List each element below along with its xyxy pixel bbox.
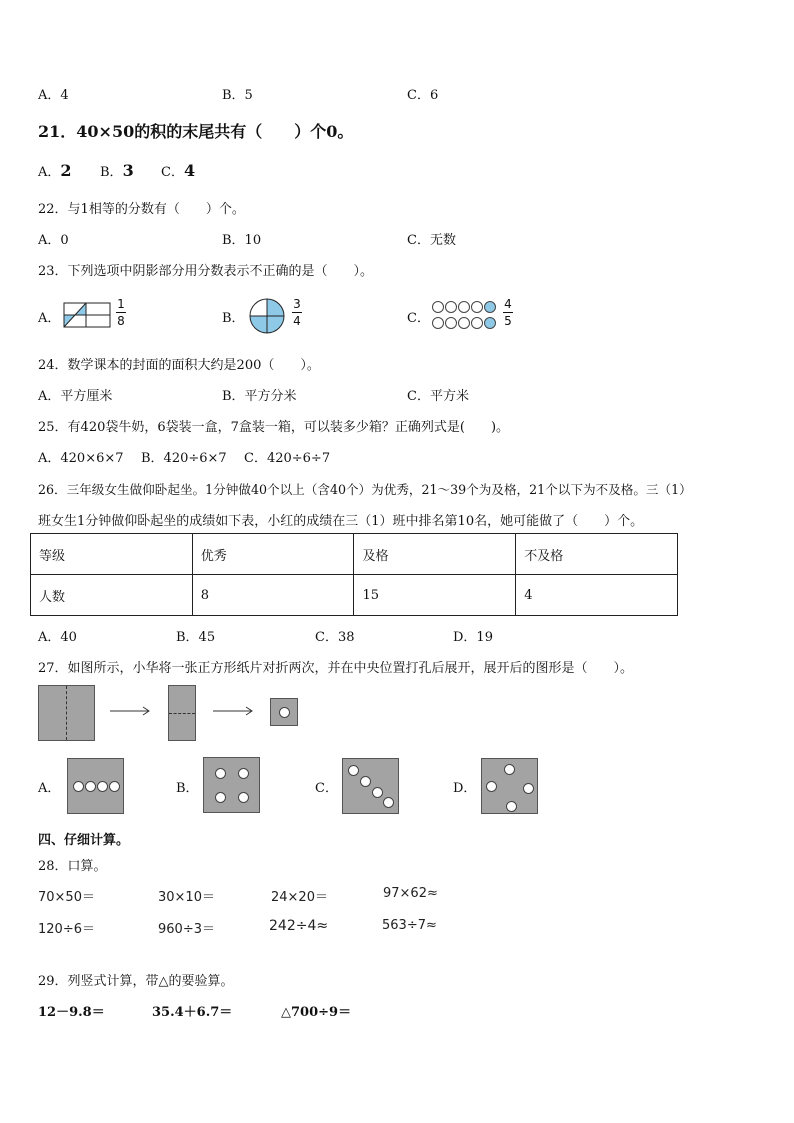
q22-stem: 22．与1相等的分数有（ ）个。 bbox=[38, 202, 245, 217]
q28-stem: 28．口算。 bbox=[38, 859, 107, 874]
vertical-calc-item: 35.4＋6.7＝ bbox=[152, 1005, 233, 1020]
hole bbox=[372, 787, 383, 798]
hole bbox=[73, 781, 84, 792]
q21-b-value: 3 bbox=[122, 161, 134, 180]
q27-option-c-label: C． bbox=[315, 781, 338, 796]
folded-twice-punched-figure bbox=[270, 698, 298, 726]
q21-option-a bbox=[38, 161, 72, 180]
q22-option-a: A．0 bbox=[38, 233, 69, 248]
hole bbox=[523, 783, 534, 794]
hole bbox=[238, 768, 249, 779]
q26-stem-line1: 26．三年级女生做仰卧起坐。1分钟做40个以上（含40个）为优秀，21～39个为及格，21个以下为不及格。三（1） bbox=[38, 482, 692, 497]
q23-option-b-label: B． bbox=[222, 311, 245, 326]
mental-math-item: 97×62≈ bbox=[383, 886, 438, 901]
q23-stem: 23．下列选项中阴影部分用分数表示不正确的是（ ）。 bbox=[38, 264, 374, 279]
vertical-calc-item: △700÷9＝ bbox=[281, 1005, 352, 1020]
q25-stem: 25．有420袋牛奶，6袋装一盒，7盒装一箱，可以装多少箱？正确列式是( )。 bbox=[38, 420, 510, 435]
q26-stem-line2: 班女生1分钟做仰卧起坐的成绩如下表，小红的成绩在三（1）班中排名第10名，她可能做了（ ）个。 bbox=[38, 514, 644, 529]
q23-option-c-dots-figure bbox=[431, 299, 499, 331]
hole bbox=[238, 792, 249, 803]
q21-option-c bbox=[161, 161, 195, 180]
q23-option-a-rect-figure bbox=[63, 302, 111, 328]
mental-math-item: 30×10＝ bbox=[158, 890, 215, 905]
hole bbox=[348, 765, 359, 776]
mental-math-item: 242÷4≈ bbox=[269, 918, 329, 934]
q22-option-b: B．10 bbox=[222, 233, 262, 248]
q21-option-b bbox=[100, 161, 134, 180]
q21-c-value: 4 bbox=[183, 161, 196, 180]
q20-option-c: C．6 bbox=[407, 88, 439, 103]
hole bbox=[506, 801, 517, 812]
fraction-denominator: 5 bbox=[504, 314, 512, 328]
fraction-numerator: 1 bbox=[117, 297, 125, 311]
arrow-icon bbox=[110, 706, 152, 716]
hole bbox=[215, 792, 226, 803]
q27-stem: 27．如图所示，小华将一张正方形纸片对折两次，并在中央位置打孔后展开，展开后的图形是（ ）。 bbox=[38, 661, 634, 676]
q27-option-b-label: B． bbox=[176, 781, 199, 796]
table-row bbox=[31, 575, 678, 616]
vertical-calc-item: 12－9.8＝ bbox=[38, 1005, 105, 1020]
table-cell: 不及格 bbox=[516, 534, 678, 575]
hole bbox=[504, 764, 515, 775]
mental-math-item: 70×50＝ bbox=[38, 890, 95, 905]
q21-a-label: A． bbox=[38, 165, 61, 180]
q22-option-c: C．无数 bbox=[407, 233, 456, 248]
q27-option-a-figure bbox=[67, 758, 124, 814]
table-cell: 4 bbox=[516, 575, 678, 616]
arrow-icon bbox=[213, 706, 255, 716]
hole bbox=[360, 776, 371, 787]
q26-option-a: A．40 bbox=[38, 630, 77, 645]
mental-math-item: 24×20＝ bbox=[271, 890, 328, 905]
q20-option-b: B．5 bbox=[222, 88, 253, 103]
table-cell: 8 bbox=[192, 575, 354, 616]
q24-option-b: B．平方分米 bbox=[222, 389, 297, 404]
q26-option-c: C．38 bbox=[315, 630, 355, 645]
folded-once-figure bbox=[168, 685, 196, 741]
table-cell: 及格 bbox=[354, 534, 516, 575]
q25-option-b: B．420÷6×7 bbox=[141, 451, 227, 466]
mental-math-item: 120÷6＝ bbox=[38, 922, 95, 937]
mental-math-item: 960÷3＝ bbox=[158, 922, 215, 937]
q23-option-b-circle-figure bbox=[248, 297, 286, 335]
q29-stem: 29．列竖式计算，带△的要验算。 bbox=[38, 974, 234, 989]
fraction-numerator: 3 bbox=[293, 297, 301, 311]
q23-option-a-label: A． bbox=[38, 311, 61, 326]
paper-square-figure bbox=[38, 685, 95, 741]
hole bbox=[85, 781, 96, 792]
q25-option-a: A．420×6×7 bbox=[38, 451, 124, 466]
q27-option-b-figure bbox=[203, 757, 260, 813]
q24-stem: 24．数学课本的封面的面积大约是200（ ）。 bbox=[38, 358, 320, 373]
q21-c-label: C． bbox=[161, 165, 184, 180]
q24-option-a: A．平方厘米 bbox=[38, 389, 113, 404]
section-title: 四、仔细计算。 bbox=[38, 833, 130, 848]
q24-option-c: C．平方米 bbox=[407, 389, 469, 404]
table-header-row bbox=[31, 534, 678, 575]
q23-option-c-fraction bbox=[503, 297, 513, 328]
q21-a-value: 2 bbox=[60, 161, 72, 180]
table-cell: 15 bbox=[354, 575, 516, 616]
q23-option-c-label: C． bbox=[407, 311, 430, 326]
q27-option-d-figure bbox=[481, 758, 538, 814]
table-cell: 人数 bbox=[31, 575, 193, 616]
q27-option-d-label: D． bbox=[453, 781, 477, 796]
hole bbox=[383, 797, 394, 808]
fraction-numerator: 4 bbox=[504, 297, 512, 311]
fraction-denominator: 8 bbox=[117, 314, 125, 328]
mental-math-item: 563÷7≈ bbox=[382, 918, 437, 933]
q26-option-b: B．45 bbox=[176, 630, 216, 645]
q27-option-a-label: A． bbox=[38, 781, 61, 796]
q23-option-b-fraction bbox=[292, 297, 302, 328]
grade-table bbox=[30, 533, 678, 616]
fraction-denominator: 4 bbox=[293, 314, 301, 328]
q20-option-a: A．4 bbox=[38, 88, 69, 103]
table-cell: 优秀 bbox=[192, 534, 354, 575]
q27-option-c-figure bbox=[342, 758, 399, 814]
q21-stem: 21．40×50的积的末尾共有（ ）个0。 bbox=[38, 122, 354, 141]
hole bbox=[486, 781, 497, 792]
q26-option-d: D．19 bbox=[453, 630, 493, 645]
hole bbox=[109, 781, 120, 792]
hole bbox=[215, 768, 226, 779]
q25-option-c: C．420÷6÷7 bbox=[244, 451, 331, 466]
table-cell: 等级 bbox=[31, 534, 193, 575]
hole bbox=[97, 781, 108, 792]
q21-b-label: B． bbox=[100, 165, 123, 180]
q23-option-a-fraction bbox=[116, 297, 126, 328]
hole bbox=[279, 707, 290, 718]
